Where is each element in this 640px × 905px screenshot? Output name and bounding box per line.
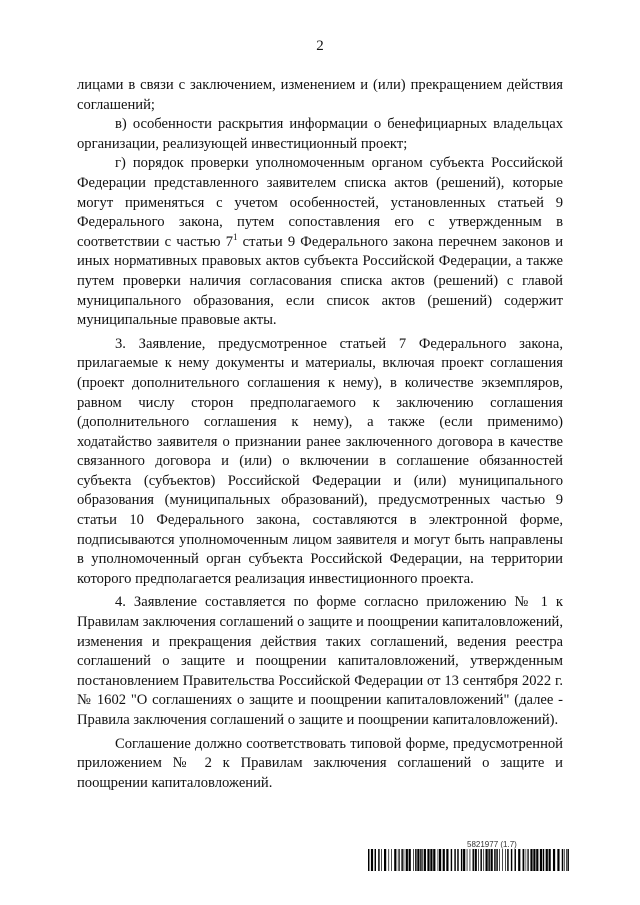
paragraph-agreement: Соглашение должно соответствовать типовой форме, предусмотренной приложением № 2 к Правилам заключения соглашений о защите и поощрении капиталовложений. bbox=[77, 735, 563, 791]
paragraph-item-g-text-end: статьи 9 Федерального закона перечнем законов и иных нормативных правовых актов субъекта Российской Федерации, а также путем проверки наличия согласования списка актов (решений) с главой муниципального образования, если список актов (решений) содержит муниципальные правовые акты. bbox=[77, 233, 564, 329]
page-number: 2 bbox=[316, 38, 324, 54]
paragraph-3: 3. Заявление, предусмотренное статьей 7 Федерального закона, прилагаемые к нему документы и материалы, включая проект соглашения (проект дополнительного соглашения к нему), в количестве экземпляров, равном числу сторон предполагаемого к заключению соглашения (дополнительного соглашения к нему), а также (если применимо) ходатайство заявителя о признании ранее заключенного договора в качестве связанного договора и (или) о включении в соглашение обязанностей субъекта (субъектов) Российской Федерации и (или) муниципального образования (муниципальных образований), предусмотренных частью 9 статьи 10 Федерального закона, составляются в электронной форме, подписываются уполномоченным лицом заявителя и могут быть направлены в уполномоченный орган субъекта Российской Федерации, на территории которого предполагается реализация инвестиционного проекта. bbox=[77, 335, 563, 587]
paragraph-item-v: в) особенности раскрытия информации о бенефициарных владельцах организации, реализующей инвестиционный проект; bbox=[77, 116, 563, 152]
document-body bbox=[77, 76, 563, 793]
superscript: 1 bbox=[233, 231, 238, 242]
paragraph-4: 4. Заявление составляется по форме согласно приложению № 1 к Правилам заключения соглашений о защите и поощрении капиталовложений, изменения и прекращения действия таких соглашений, ведения реестра соглашений о защите и поощрении капиталовложений, утвержденным постановлением Правительства Российской Федерации от 13 сентября 2022 г. № 1602 "О соглашениях о защите и поощрении капиталовложений" (далее - Правила заключения соглашений о защите и поощрении капиталовложений). bbox=[77, 594, 563, 728]
paragraph-item-g bbox=[77, 154, 563, 330]
paragraph-item-g-text: г) порядок проверки уполномоченным органом субъекта Российской Федерации представленного заявителем списка актов (решений), которые могут применяться с учетом особенностей, установленных статьей 9 Федерального закона, путем сопоставления его с утвержденным в соответствии с частью 7 bbox=[77, 155, 563, 250]
paragraph-continuation: лицами в связи с заключением, изменением и (или) прекращением действия соглашений; bbox=[77, 77, 563, 113]
barcode bbox=[368, 849, 570, 871]
barcode-label: 5821977 (1.7) bbox=[467, 840, 517, 849]
